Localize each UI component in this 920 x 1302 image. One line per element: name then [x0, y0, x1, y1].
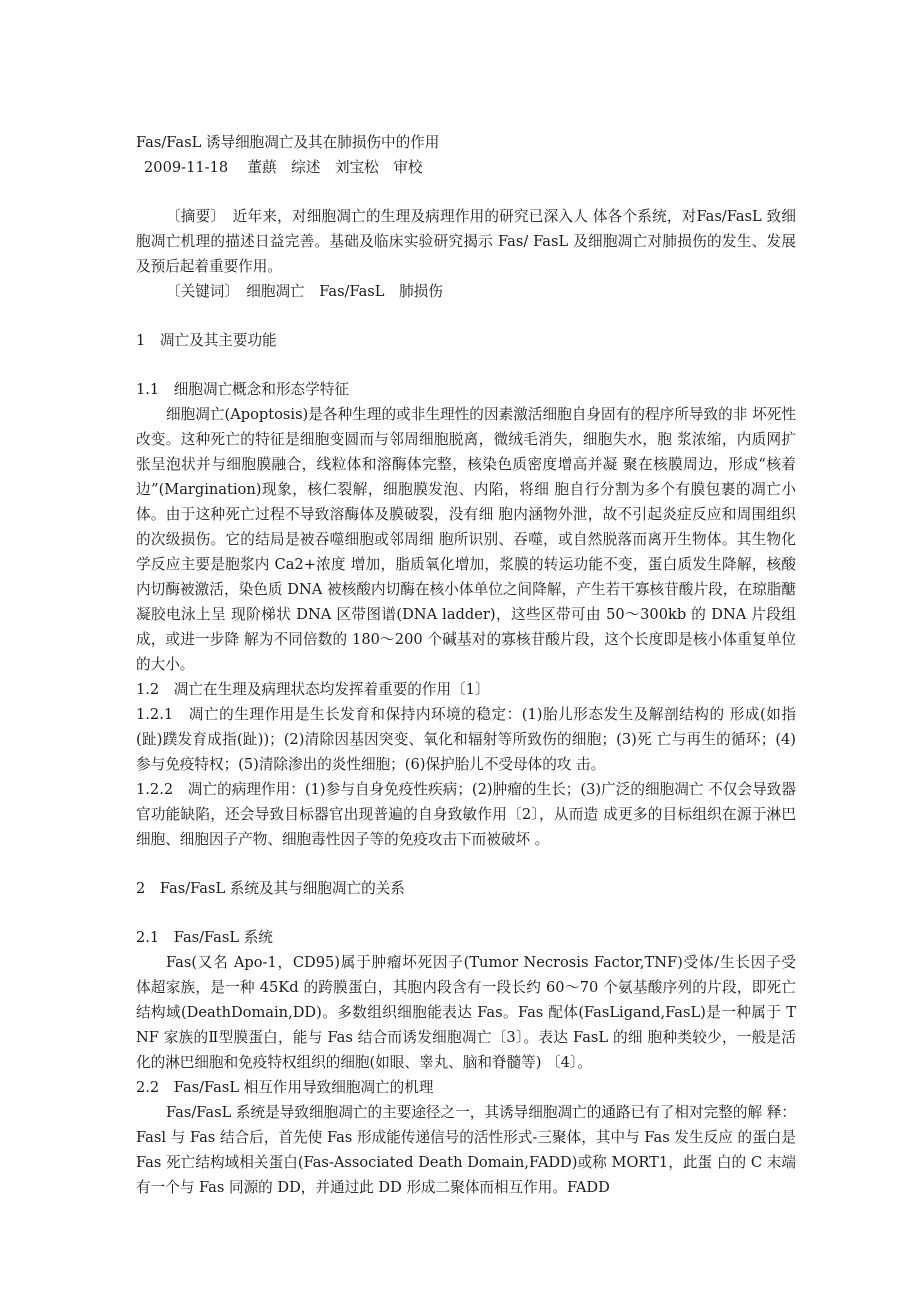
- section-2-2-heading: 2.2 Fas/FasL 相互作用导致细胞凋亡的机理: [136, 1079, 434, 1096]
- keywords-line: 〔关键词〕 细胞凋亡 Fas/FasL 肺损伤: [166, 283, 443, 300]
- document-page: [136, 130, 796, 1200]
- spacer: [136, 180, 796, 204]
- section-2-1-body: Fas(又名 Apo-1，CD95)属于肿瘤坏死因子(Tumor Necrosis Factor,TNF)受体/生长因子受 体超家族，是一种 45Kd 的跨膜蛋白，其胞内段含有一段长约 60～70 个氨基酸序列的片段，即死亡结构域(DeathDomain,DD)。多数组织细胞能表达 Fas。Fas 配体(FasLigand,FasL)是一种属于 TNF 家族的Ⅱ型膜蛋白，能与 Fas 结合而诱发细胞凋亡〔3〕。表达 FasL 的细 胞种类较少，一般是活化的淋巴细胞和免疫特权组织的细胞(如眼、睾丸、脑和脊髓等) 〔4〕。: [136, 954, 796, 1071]
- section-1-2-2-body: 1.2.2 凋亡的病理作用：(1)参与自身免疫性疾病；(2)肿瘤的生长；(3)广泛的细胞凋亡 不仅会导致器官功能缺陷，还会导致目标器官出现普遍的自身致敏作用〔2〕，从而造 成更多的目标组织在源于淋巴细胞、细胞因子产物、细胞毒性因子等的免疫攻击下而被破坏 。: [136, 781, 796, 848]
- document-meta: 2009-11-18 董蕻 综述 刘宝松 审校: [144, 159, 423, 176]
- spacer: [136, 852, 796, 876]
- section-1-1-body: 细胞凋亡(Apoptosis)是各种生理的或非生理性的因素激活细胞自身固有的程序所导致的非 坏死性改变。这种死亡的特征是细胞变圆而与邻周细胞脱离，微绒毛消失，细胞失水，胞 浆浓缩，内质网扩张呈泡状并与细胞膜融合，线粒体和溶酶体完整，核染色质密度增高并凝 聚在核膜周边，形成“核着边”(Margination)现象，核仁裂解，细胞膜发泡、内陷，将细 胞自行分割为多个有膜包裹的凋亡小体。由于这种死亡过程不导致溶酶体及膜破裂，没有细 胞内涵物外泄，故不引起炎症反应和周围组织的次级损伤。它的结局是被吞噬细胞或邻周细 胞所识别、吞噬，或自然脱落而离开生物体。其生物化学反应主要是胞浆内 Ca2+浓度 增加，脂质氧化增加，浆膜的转运功能不变，蛋白质发生降解，核酸内切酶被激活，染色质 DNA 被核酸内切酶在核小体单位之间降解，产生若干寡核苷酸片段，在琼脂醣凝胶电泳上呈 现阶梯状 DNA 区带图谱(DNA ladder)，这些区带可由 50～300kb 的 DNA 片段组成，或进一步降 解为不同倍数的 180～200 个碱基对的寡核苷酸片段，这个长度即是核小体重复单位的大小。: [136, 406, 796, 673]
- section-2-heading: 2 Fas/FasL 系统及其与细胞凋亡的关系: [136, 880, 405, 897]
- abstract-paragraph: 〔摘要〕 近年来，对细胞凋亡的生理及病理作用的研究已深入人 体各个系统，对Fas/FasL 致细胞凋亡机理的描述日益完善。基础及临床实验研究揭示 Fas/ FasL 及细胞凋亡对肺损伤的发生、发展及预后起着重要作用。: [136, 208, 796, 275]
- section-2-1-heading: 2.1 Fas/FasL 系统: [136, 929, 273, 946]
- spacer: [136, 901, 796, 925]
- spacer: [136, 304, 796, 328]
- section-1-2-heading: 1.2 凋亡在生理及病理状态均发挥着重要的作用〔1〕: [136, 681, 490, 698]
- section-2-2-body: Fas/FasL 系统是导致细胞凋亡的主要途径之一，其诱导细胞凋亡的通路已有了相对完整的解 释：Fasl 与 Fas 结合后，首先使 Fas 形成能传递信号的活性形式-三聚体，其中与 Fas 发生反应 的蛋白是 Fas 死亡结构域相关蛋白(Fas-Associated Death Domain,FADD)或称 MORT1，此蛋 白的 C 末端有一个与 Fas 同源的 DD，并通过此 DD 形成二聚体而相互作用。FADD: [136, 1104, 796, 1196]
- section-1-heading: 1 凋亡及其主要功能: [136, 332, 277, 349]
- document-title: Fas/FasL 诱导细胞凋亡及其在肺损伤中的作用: [136, 134, 440, 151]
- section-1-1-heading: 1.1 细胞凋亡概念和形态学特征: [136, 381, 349, 398]
- spacer: [136, 353, 796, 377]
- section-1-2-1-body: 1.2.1 凋亡的生理作用是生长发育和保持内环境的稳定：(1)胎儿形态发生及解剖结构的 形成(如指(趾)蹼发育成指(趾))；(2)清除因基因突变、氧化和辐射等所致伤的细胞；(3)死 亡与再生的循环；(4)参与免疫特权；(5)清除渗出的炎性细胞；(6)保护胎儿不受母体的攻 击。: [136, 706, 796, 773]
